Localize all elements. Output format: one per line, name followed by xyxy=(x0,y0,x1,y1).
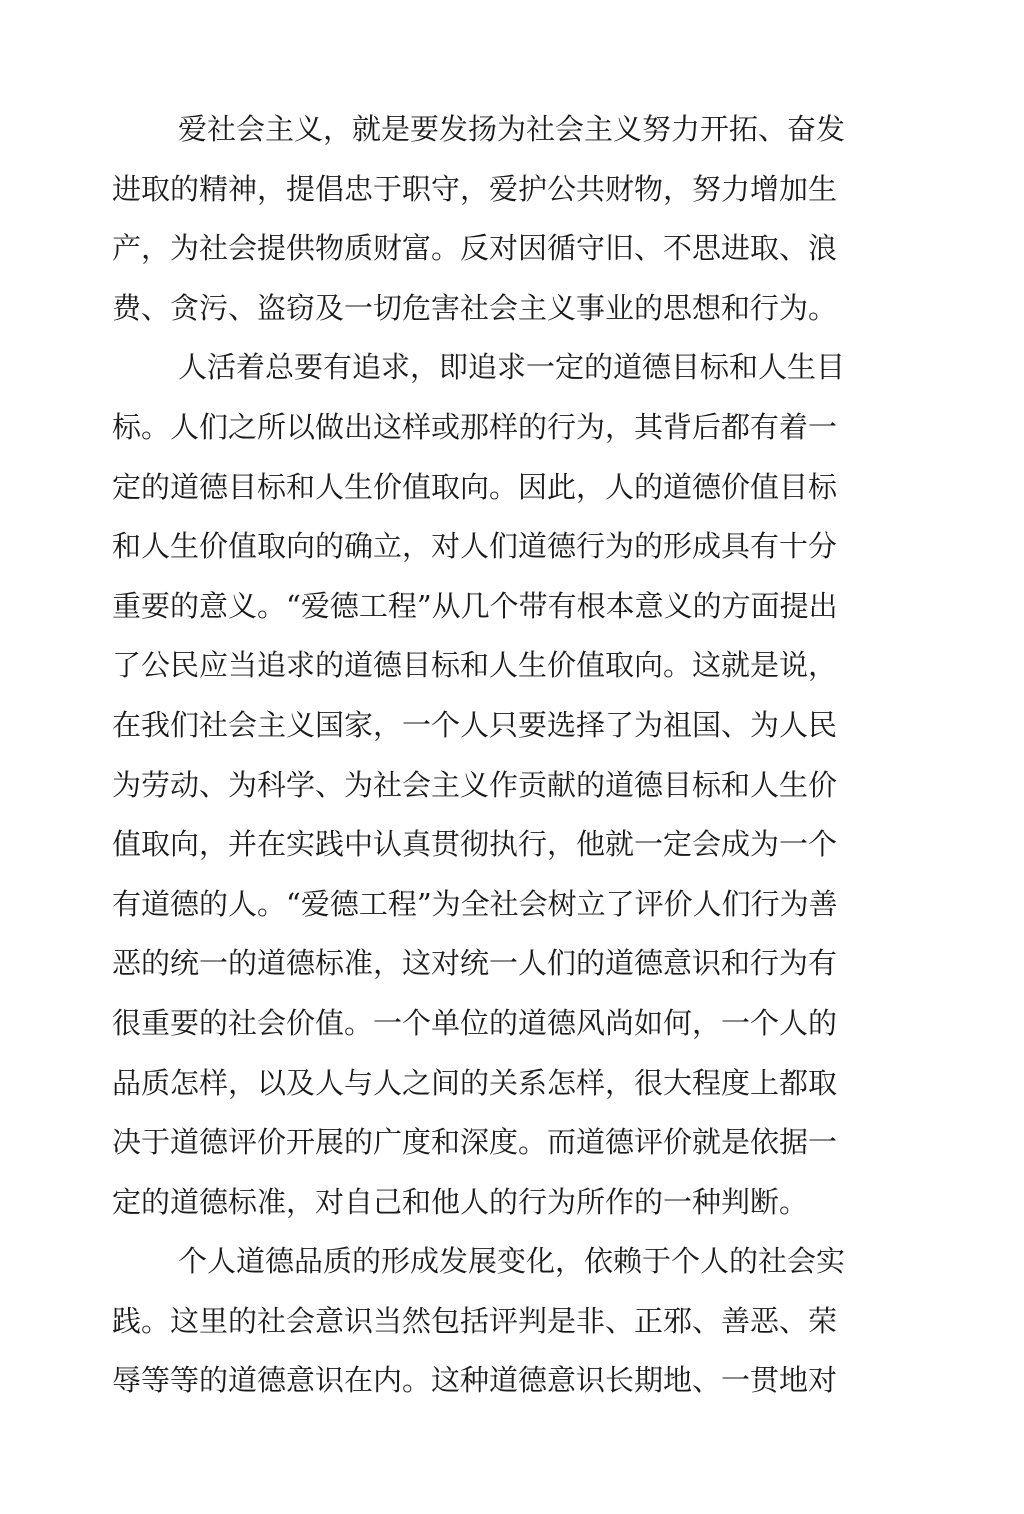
text-line: 定的道德标准，对自己和他人的行为所作的一种判断。 xyxy=(112,1184,809,1219)
text-line: 践。这里的社会意识当然包括评判是非、正邪、善恶、荣 xyxy=(112,1303,838,1338)
text-line: 和人生价值取向的确立，对人们道德行为的形成具有十分 xyxy=(112,529,838,564)
text-line: 了公民应当追求的道德目标和人生价值取向。这就是说， xyxy=(112,648,838,683)
text-line: 定的道德目标和人生价值取向。因此，人的道德价值目标 xyxy=(112,469,838,504)
text-line: 很重要的社会价值。一个单位的道德风尚如何，一个人的 xyxy=(112,1005,838,1040)
text-line: 恶的统一的道德标准，这对统一人们的道德意识和行为有 xyxy=(112,946,838,981)
text-line: 费、贪污、盗窃及一切危害社会主义事业的思想和行为。 xyxy=(112,290,838,325)
text-line: 值取向，并在实践中认真贯彻执行，他就一定会成为一个 xyxy=(112,827,838,862)
text-line: 品质怎样，以及人与人之间的关系怎样，很大程度上都取 xyxy=(112,1065,838,1100)
text-line: 产，为社会提供物质财富。反对因循守旧、不思进取、浪 xyxy=(112,231,838,266)
text-line: 决于道德评价开展的广度和深度。而道德评价就是依据一 xyxy=(112,1125,838,1160)
text-line: 进取的精神，提倡忠于职守，爱护公共财物，努力增加生 xyxy=(112,171,838,206)
body-text xyxy=(112,100,872,1411)
text-line: 为劳动、为科学、为社会主义作贡献的道德目标和人生价 xyxy=(112,767,838,802)
text-line: 在我们社会主义国家，一个人只要选择了为祖国、为人民 xyxy=(112,707,838,742)
text-line: 重要的意义。“爱德工程”从几个带有根本意义的方面提出 xyxy=(112,588,838,623)
text-line: 个人道德品质的形成发展变化，依赖于个人的社会实 xyxy=(178,1244,846,1279)
text-line: 爱社会主义，就是要发扬为社会主义努力开拓、奋发 xyxy=(178,112,846,146)
text-line: 人活着总要有追求，即追求一定的道德目标和人生目 xyxy=(178,350,846,385)
text-line: 辱等等的道德意识在内。这种道德意识长期地、一贯地对 xyxy=(112,1363,838,1398)
text-line: 有道德的人。“爱德工程”为全社会树立了评价人们行为善 xyxy=(112,886,838,921)
text-line: 标。人们之所以做出这样或那样的行为，其背后都有着一 xyxy=(112,409,838,444)
